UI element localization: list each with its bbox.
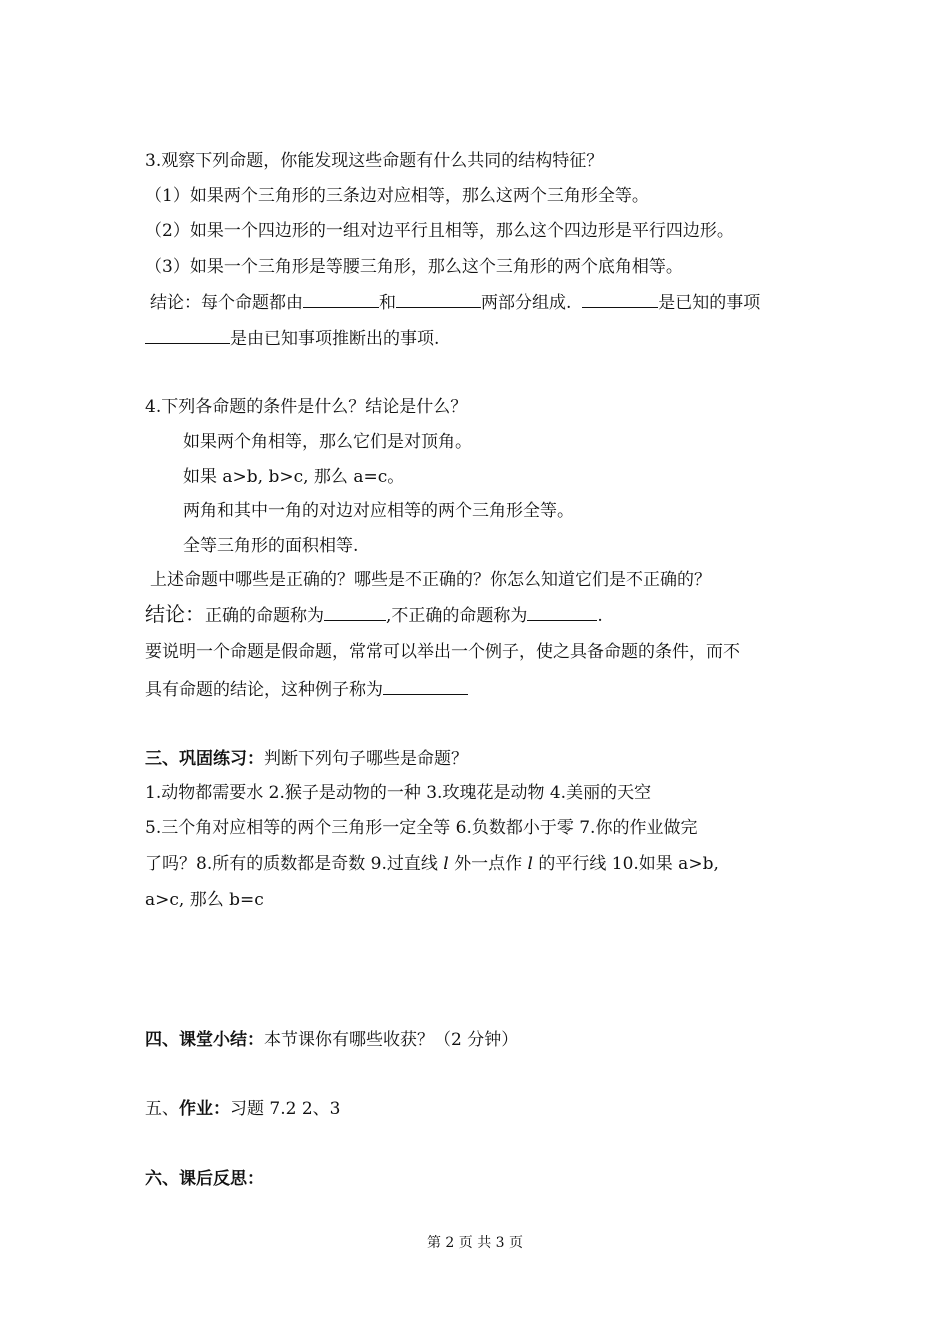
s5-line — [145, 1098, 340, 1120]
s3-line-3 — [145, 853, 719, 875]
q4-item-2: 如果 a>b, b>c, 那么 a=c。 — [183, 467, 405, 487]
s3-line-3a: 了吗？8.所有的质数都是奇数 9.过直线 — [145, 854, 438, 874]
q4-question: 上述命题中哪些是正确的？哪些是不正确的？你怎么知道它们是不正确的？ — [150, 570, 711, 590]
blank-inferred — [145, 327, 230, 344]
q4-explain-2 — [145, 678, 468, 701]
q3-conclusion-c: 两部分组成. — [481, 293, 572, 313]
s4-rest: 本节课你有哪些收获？（2 分钟） — [264, 1030, 519, 1050]
q4-conclusion-label: 结论： — [145, 602, 205, 626]
q4-explain-2-text: 具有命题的结论，这种例子称为 — [145, 680, 383, 700]
page-footer: 第 2 页 共 3 页 — [426, 1235, 524, 1251]
q4-item-4: 全等三角形的面积相等. — [183, 536, 359, 556]
q4-item-1: 如果两个角相等，那么它们是对顶角。 — [183, 432, 472, 452]
blank-condition — [303, 291, 379, 308]
q4-item-3: 两角和其中一角的对边对应相等的两个三角形全等。 — [183, 501, 574, 521]
q4-conclusion-b: ,不正确的命题称为 — [386, 606, 528, 626]
blank-true-prop — [324, 604, 386, 621]
blank-conclusion — [396, 291, 481, 308]
s4-line — [145, 1029, 518, 1051]
q3-conclusion-b: 和 — [379, 293, 396, 313]
q3-conclusion-2 — [145, 327, 439, 350]
s5-rest: 习题 7.2 2、3 — [230, 1099, 341, 1119]
s3-line-1: 1.动物都需要水 2.猴子是动物的一种 3.玫瑰花是动物 4.美丽的天空 — [145, 783, 652, 803]
blank-false-prop — [527, 604, 597, 621]
q3-conclusion-a: 结论：每个命题都由 — [150, 293, 303, 313]
s6-heading: 六、课后反思： — [145, 1169, 264, 1189]
blank-known — [582, 291, 658, 308]
q4-explain-1: 要说明一个命题是假命题，常常可以举出一个例子，使之具备命题的条件，而不 — [145, 642, 740, 662]
s3-line-3c: 的平行线 10.如果 a>b, — [538, 854, 719, 874]
q3-conclusion-d: 是已知的事项 — [658, 293, 761, 313]
s3-line-4: a>c, 那么 b=c — [145, 890, 264, 910]
s3-heading-line — [145, 748, 468, 770]
s3-line-3b: 外一点作 — [454, 854, 523, 874]
q4-title: 4.下列各命题的条件是什么？结论是什么？ — [145, 397, 468, 417]
q3-item-2: （2）如果一个四边形的一组对边平行且相等，那么这个四边形是平行四边形。 — [145, 221, 734, 241]
q4-conclusion-end: . — [597, 606, 603, 626]
q4-conclusion — [145, 603, 603, 627]
q3-conclusion — [150, 291, 760, 314]
s3-heading: 三、巩固练习： — [145, 749, 264, 769]
s3-line-l2: l — [527, 854, 533, 874]
s3-heading-rest: 判断下列句子哪些是命题？ — [264, 749, 468, 769]
s3-line-l1: l — [443, 854, 449, 874]
s5-heading: 作业： — [179, 1099, 230, 1119]
q3-item-1: （1）如果两个三角形的三条边对应相等，那么这两个三角形全等。 — [145, 186, 649, 206]
blank-counterexample — [383, 678, 468, 695]
q3-conclusion-e: 是由已知事项推断出的事项. — [230, 329, 440, 349]
s4-heading: 四、课堂小结： — [145, 1030, 264, 1050]
s5-prefix: 五、 — [145, 1099, 179, 1119]
q3-item-3: （3）如果一个三角形是等腰三角形，那么这个三角形的两个底角相等。 — [145, 257, 683, 277]
s3-line-2: 5.三个角对应相等的两个三角形一定全等 6.负数都小于零 7.你的作业做完 — [145, 818, 698, 838]
q4-conclusion-a: 正确的命题称为 — [205, 606, 324, 626]
q3-title: 3.观察下列命题，你能发现这些命题有什么共同的结构特征？ — [145, 151, 604, 171]
